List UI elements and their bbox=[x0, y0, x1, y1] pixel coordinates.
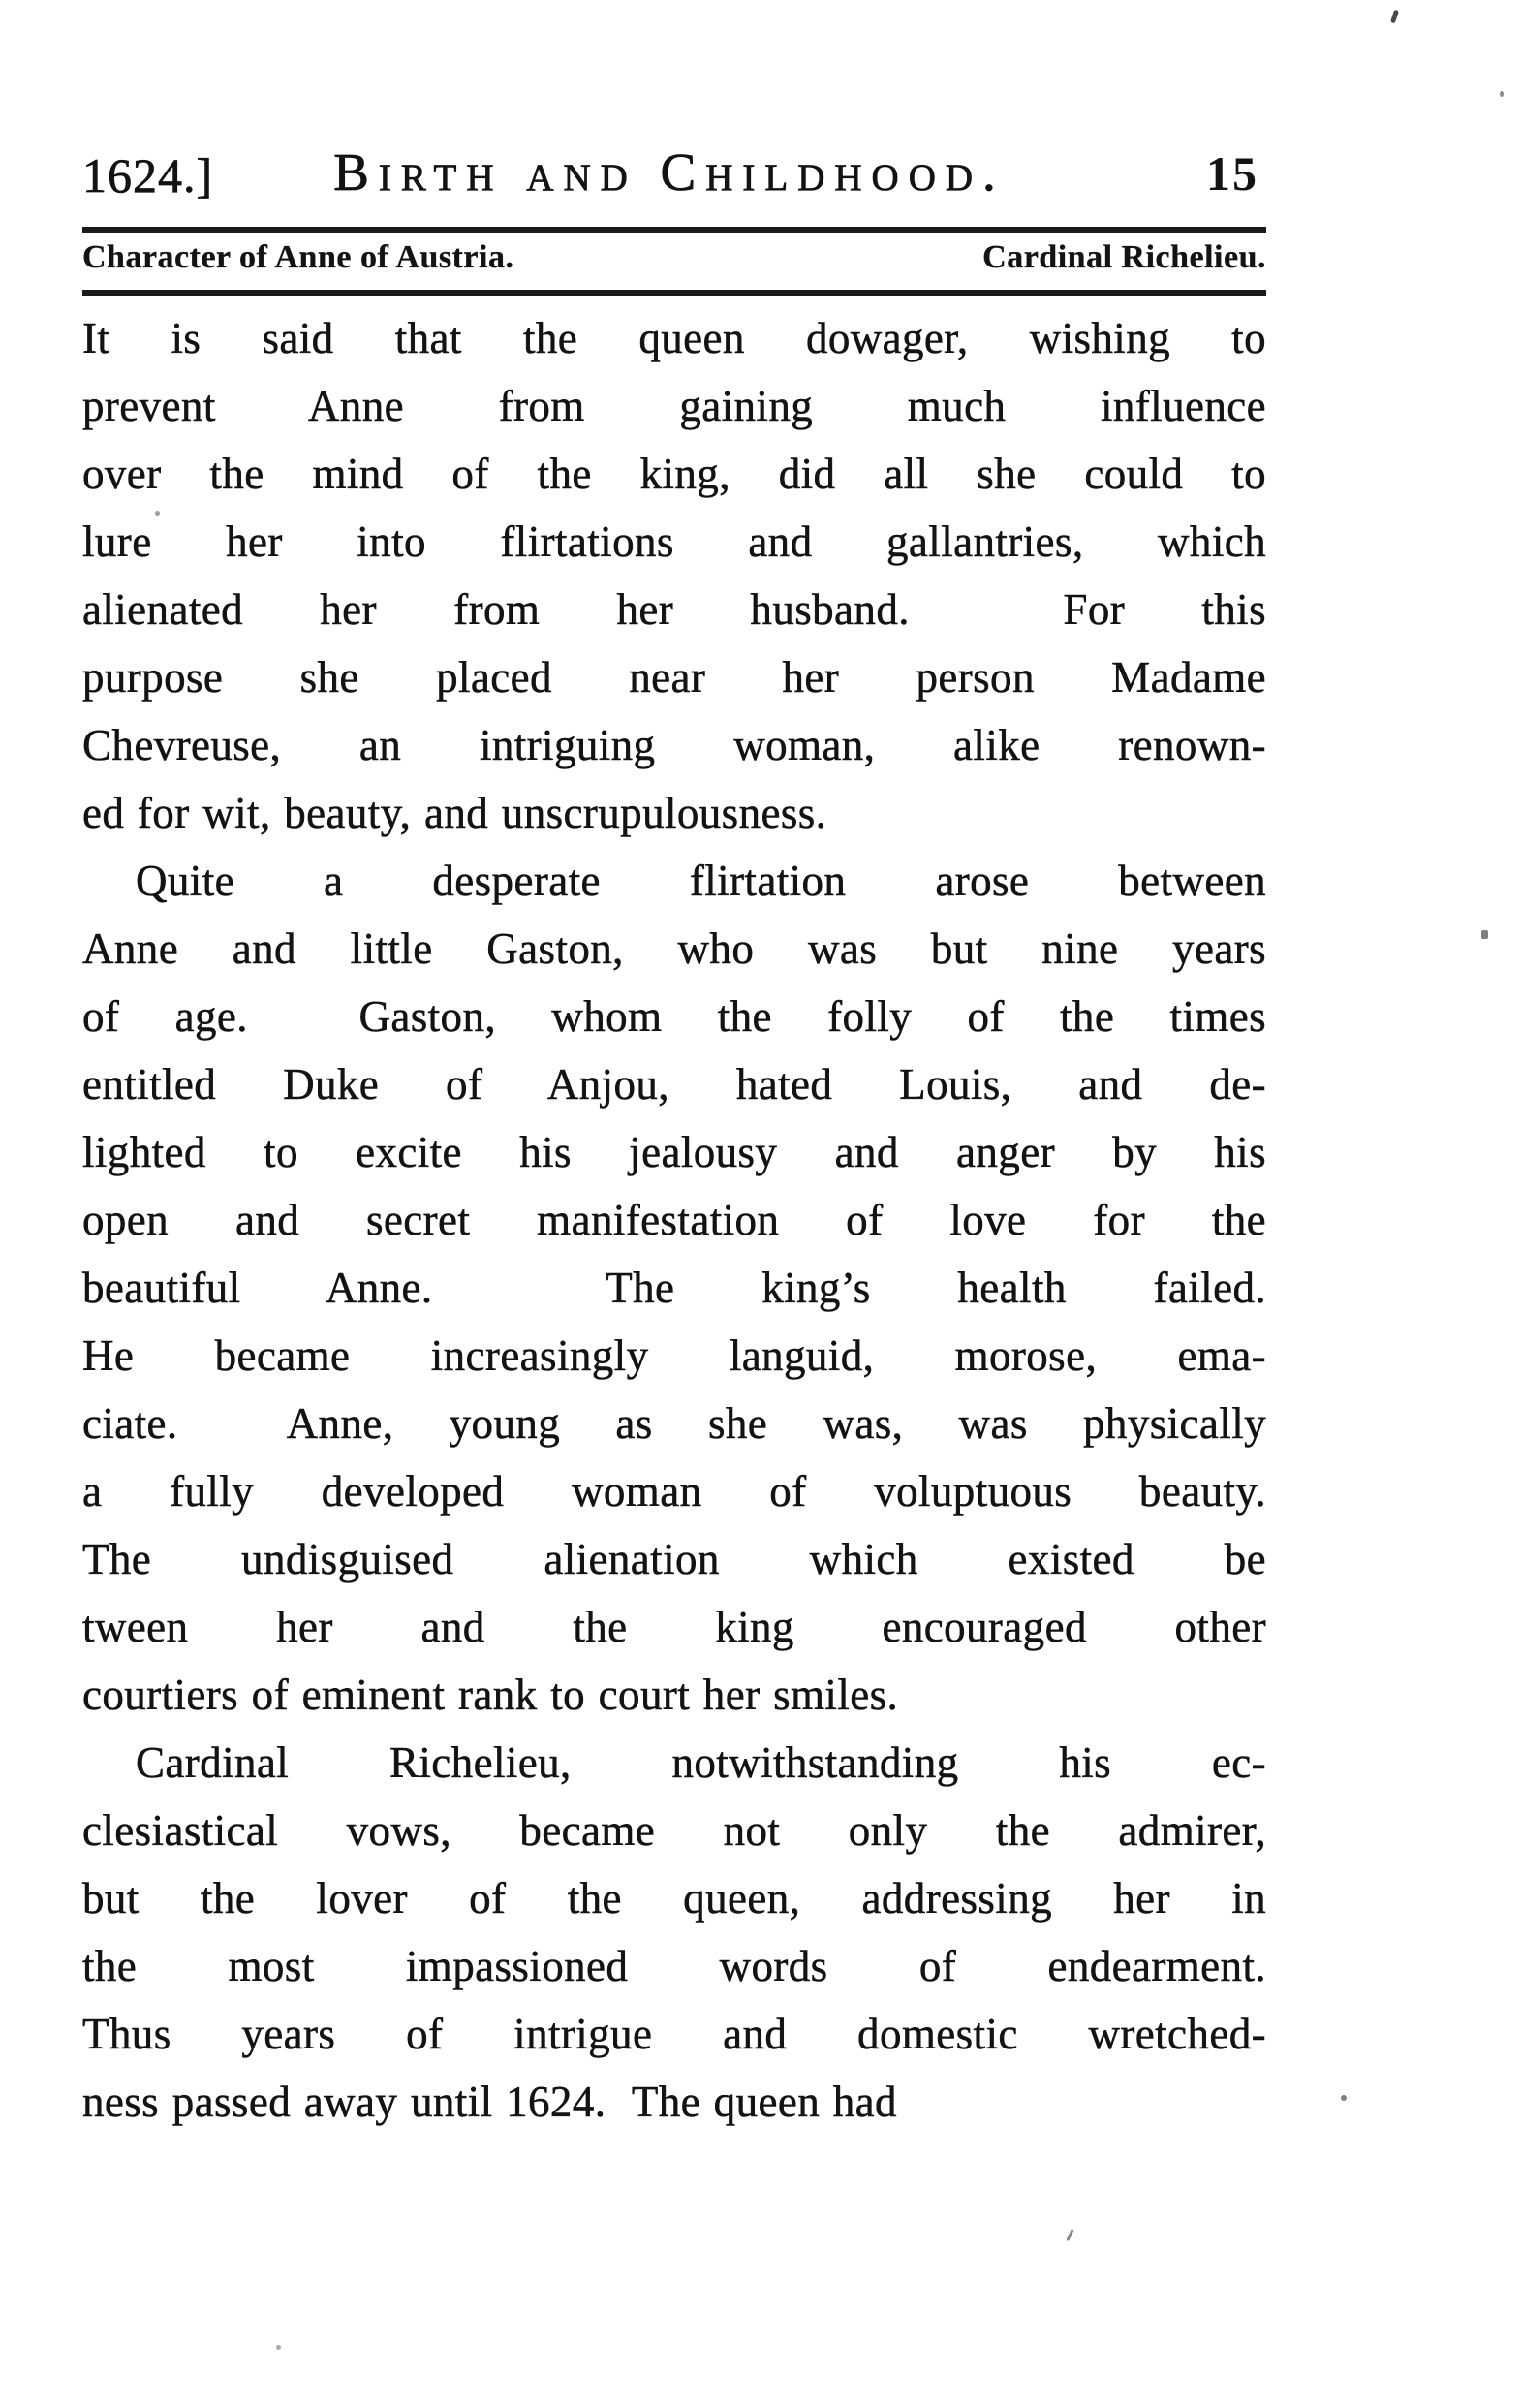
text-line: Chevreuse, an intriguing woman, alike renown- bbox=[82, 721, 1266, 769]
text-line: The undisguised alienation which existed be bbox=[82, 1535, 1266, 1583]
text-line: courtiers of eminent rank to court her smiles. bbox=[82, 1671, 899, 1719]
text-line: clesiastical vows, became not only the admirer, bbox=[82, 1806, 1266, 1855]
text-line: ed for wit, beauty, and unscrupulousness. bbox=[82, 789, 827, 837]
text-line: but the lover of the queen, addressing her in bbox=[82, 1874, 1266, 1923]
text-line: ciate. Anne, young as she was, was physically bbox=[82, 1399, 1266, 1448]
text-line: beautiful Anne. The king’s health failed. bbox=[82, 1264, 1266, 1312]
text-line: lure her into flirtations and gallantries, which bbox=[82, 517, 1266, 566]
text-line: a fully developed woman of voluptuous beauty. bbox=[82, 1467, 1266, 1516]
header-rule-top bbox=[82, 227, 1266, 233]
text-line: Anne and little Gaston, who was but nine years bbox=[82, 924, 1266, 973]
text-line: over the mind of the king, did all she could to bbox=[82, 450, 1266, 498]
text-line: open and secret manifestation of love for the bbox=[82, 1196, 1266, 1244]
body-text-block bbox=[82, 304, 1266, 2136]
text-line: Thus years of intrigue and domestic wretched- bbox=[82, 2010, 1266, 2058]
page-number: 15 bbox=[1206, 146, 1258, 201]
subheader-right-topic: Cardinal Richelieu. bbox=[982, 239, 1266, 275]
text-line: purpose she placed near her person Madame bbox=[82, 653, 1266, 702]
running-title: Birth and Childhood. bbox=[333, 142, 1006, 202]
text-line: Cardinal Richelieu, notwithstanding his ec- bbox=[136, 1738, 1266, 1787]
header-rule-bottom bbox=[82, 290, 1266, 296]
subheader-left-topic: Character of Anne of Austria. bbox=[82, 239, 514, 275]
ink-speck bbox=[155, 511, 160, 516]
text-line: prevent Anne from gaining much influence bbox=[82, 382, 1266, 430]
page-header bbox=[82, 141, 1266, 202]
text-line: ness passed away until 1624. The queen had bbox=[82, 2078, 897, 2126]
ink-speck bbox=[276, 2345, 281, 2350]
text-line: tween her and the king encouraged other bbox=[82, 1603, 1266, 1651]
ink-speck bbox=[1500, 91, 1504, 97]
text-line: It is said that the queen dowager, wishing to bbox=[82, 314, 1266, 362]
ink-speck bbox=[1066, 2229, 1073, 2241]
section-subheader bbox=[82, 239, 1266, 276]
text-line: the most impassioned words of endearment. bbox=[82, 1942, 1266, 1990]
ink-speck bbox=[1390, 10, 1399, 24]
text-line: Quite a desperate flirtation arose between bbox=[136, 857, 1266, 905]
text-line: lighted to excite his jealousy and anger by his bbox=[82, 1128, 1266, 1176]
ink-speck bbox=[1481, 930, 1488, 939]
ink-speck bbox=[1341, 2095, 1347, 2101]
header-year-bracket: 1624.] bbox=[82, 148, 214, 203]
text-line: He became increasingly languid, morose, ema- bbox=[82, 1331, 1266, 1380]
text-line: of age. Gaston, whom the folly of the times bbox=[82, 992, 1266, 1041]
text-line: entitled Duke of Anjou, hated Louis, and de- bbox=[82, 1060, 1266, 1109]
text-line: alienated her from her husband. For this bbox=[82, 585, 1266, 634]
